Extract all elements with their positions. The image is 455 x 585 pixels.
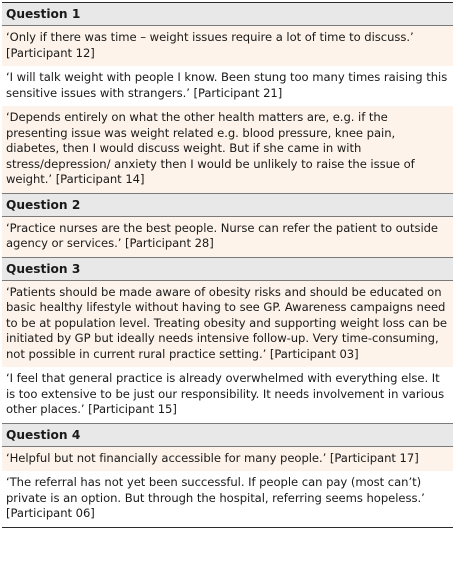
quote-participant-17: ‘Helpful but not financially accessible for many people.’ [Participant 17] bbox=[2, 447, 453, 472]
quote-participant-14: ‘Depends entirely on what the other health matters are, e.g. if the presenting issue was weight related e.g. blood pressure, knee pain, diabetes, then I would discuss weight. But if she came in with stress/depression/ anxiety then I would be unlikely to raise the issue of weight.’ [Participant 14] bbox=[2, 106, 453, 193]
quotes-table bbox=[2, 2, 453, 528]
quote-participant-06: ‘The referral has not yet been successful. If people can pay (most can’t) private is an option. But through the hospital, referring seems hopeless.’ [Participant 06] bbox=[2, 471, 453, 527]
quote-participant-15: ‘I feel that general practice is already overwhelmed with everything else. It is too extensive to be just our responsibility. It needs involvement in various other places.’ [Participant 15] bbox=[2, 367, 453, 423]
question-3-header: Question 3 bbox=[2, 257, 453, 281]
quote-participant-03: ‘Patients should be made aware of obesity risks and should be educated on basic healthy lifestyle without having to see GP. Awareness campaigns need to be at population level. Treating obesity and supporting weight loss can be initiated by GP but ideally needs intensive follow-up. Very time-consuming, not possible in current rural practice setting.’ [Participant 03] bbox=[2, 281, 453, 368]
question-1-header: Question 1 bbox=[2, 3, 453, 26]
quote-participant-21: ‘I will talk weight with people I know. Been stung too many times raising this sensitive issues with strangers.’ [Participant 21] bbox=[2, 66, 453, 106]
quote-participant-12: ‘Only if there was time – weight issues require a lot of time to discuss.’ [Participant 12] bbox=[2, 26, 453, 66]
question-2-header: Question 2 bbox=[2, 193, 453, 217]
question-4-header: Question 4 bbox=[2, 423, 453, 447]
quote-participant-28: ‘Practice nurses are the best people. Nurse can refer the patient to outside agency or services.’ [Participant 28] bbox=[2, 217, 453, 257]
